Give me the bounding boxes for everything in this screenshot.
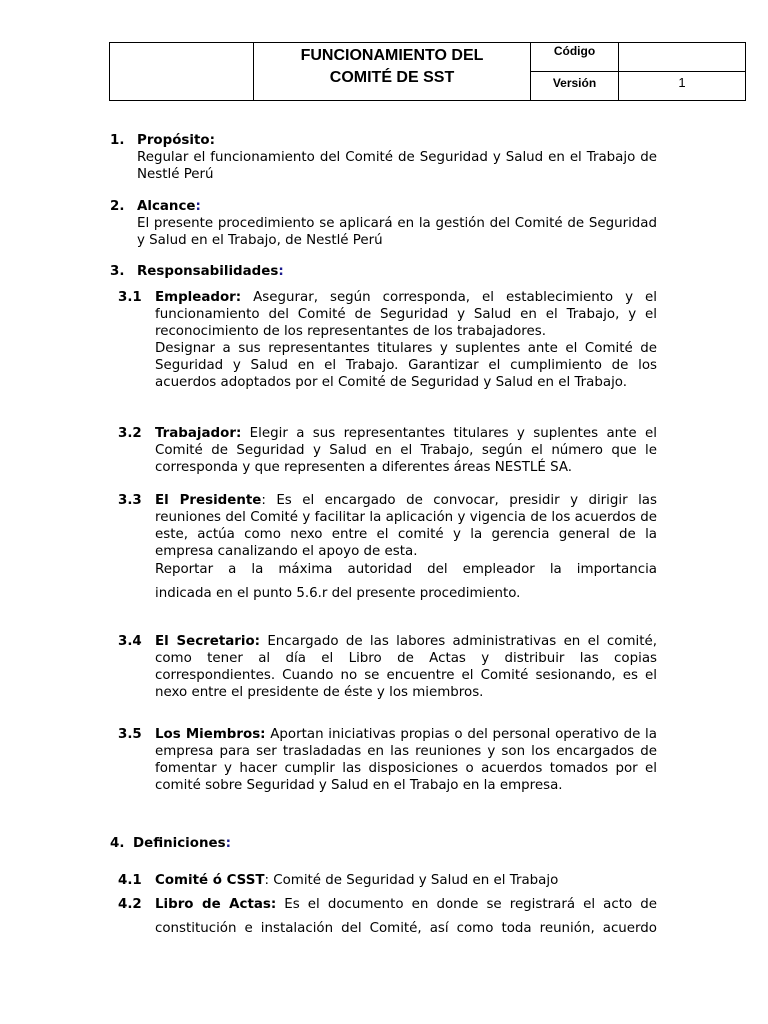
section-4-1-body: Comité ó CSST: Comité de Seguridad y Salud en el Trabajo [155,873,559,888]
version-value: 1 [678,75,686,90]
logo-cell [110,43,254,100]
section-3-1-body-2: Designar a sus representantes titulares y suplentes ante el Comité de Seguridad y Salud en el Trabajo. Garantizar el cumplimiento de los acuerdos adoptados por el Comité de Seguridad y Salud en el Trabajo. [155,341,657,390]
version-label: Versión [531,72,619,100]
section-3-4-number: 3.4 [118,634,142,649]
section-2-number: 2. [110,199,125,214]
document-header-table [109,42,746,101]
section-3-1-number: 3.1 [118,290,142,305]
document-title [254,43,531,100]
section-3-3-body-3: indicada en el punto 5.6.r del presente procedimiento. [155,586,521,601]
section-1-number: 1. [110,133,125,148]
section-3-2-number: 3.2 [118,426,142,441]
section-3-5-number: 3.5 [118,727,142,742]
section-3-3-body-2: Reportar a la máxima autoridad del empleador la importancia [155,562,657,577]
section-3-number: 3. [110,264,125,279]
section-3-4-body: El Secretario: Encargado de las labores administrativas en el comité, como tener al día el Libro de Actas y distribuir las copias correspondientes. Cuando no se encuentre el Comité sesionando, es el nexo entre el presidente de éste y los miembros. [155,634,657,700]
section-4-1-number: 4.1 [118,873,142,888]
codigo-label: Código [531,43,619,72]
codigo-value [619,43,745,72]
section-2-heading: Alcance: [137,199,201,214]
title-line-1: FUNCIONAMIENTO DEL [300,47,484,64]
section-3-3-body: El Presidente: Es el encargado de convocar, presidir y dirigir las reuniones del Comité y facilitar la aplicación y vigencia de los acuerdos de este, actúa como nexo entre el comité y la gerencia general de la empresa canalizando el apoyo de esta. [155,493,657,559]
section-4-number: 4. [110,836,125,851]
section-3-3-number: 3.3 [118,493,142,508]
title-line-2: COMITÉ DE SST [329,69,455,86]
section-4-heading: Definiciones: [133,836,231,851]
section-1-body: Regular el funcionamiento del Comité de Seguridad y Salud en el Trabajo de Nestlé Perú [137,150,657,182]
section-3-heading: Responsabilidades: [137,264,284,279]
section-3-5-body: Los Miembros: Aportan iniciativas propias o del personal operativo de la empresa para ser trasladadas en las reuniones y son los encargados de fomentar y hacer cumplir las disposiciones o acuerdos tomados por el comité sobre Seguridad y Salud en el Trabajo en la empresa. [155,727,657,793]
section-4-2-number: 4.2 [118,897,142,912]
section-4-2-body: Libro de Actas: Es el documento en donde se registrará el acto de [155,897,657,912]
section-1-heading: Propósito: [137,133,215,148]
section-3-1-body: Empleador: Asegurar, según corresponda, el establecimiento y el funcionamiento del Comité de Seguridad y Salud en el Trabajo, y el reconocimiento de los representantes de los trabajadores. [155,290,657,339]
section-3-2-body: Trabajador: Elegir a sus representantes titulares y suplentes ante el Comité de Seguridad y Salud en el Trabajo, según el número que le corresponda y que representen a diferentes áreas NESTLÉ SA. [155,426,657,475]
section-4-2-body-2: constitución e instalación del Comité, así como toda reunión, acuerdo [155,921,657,936]
section-2-body: El presente procedimiento se aplicará en la gestión del Comité de Seguridad y Salud en el Trabajo, de Nestlé Perú [137,216,657,248]
